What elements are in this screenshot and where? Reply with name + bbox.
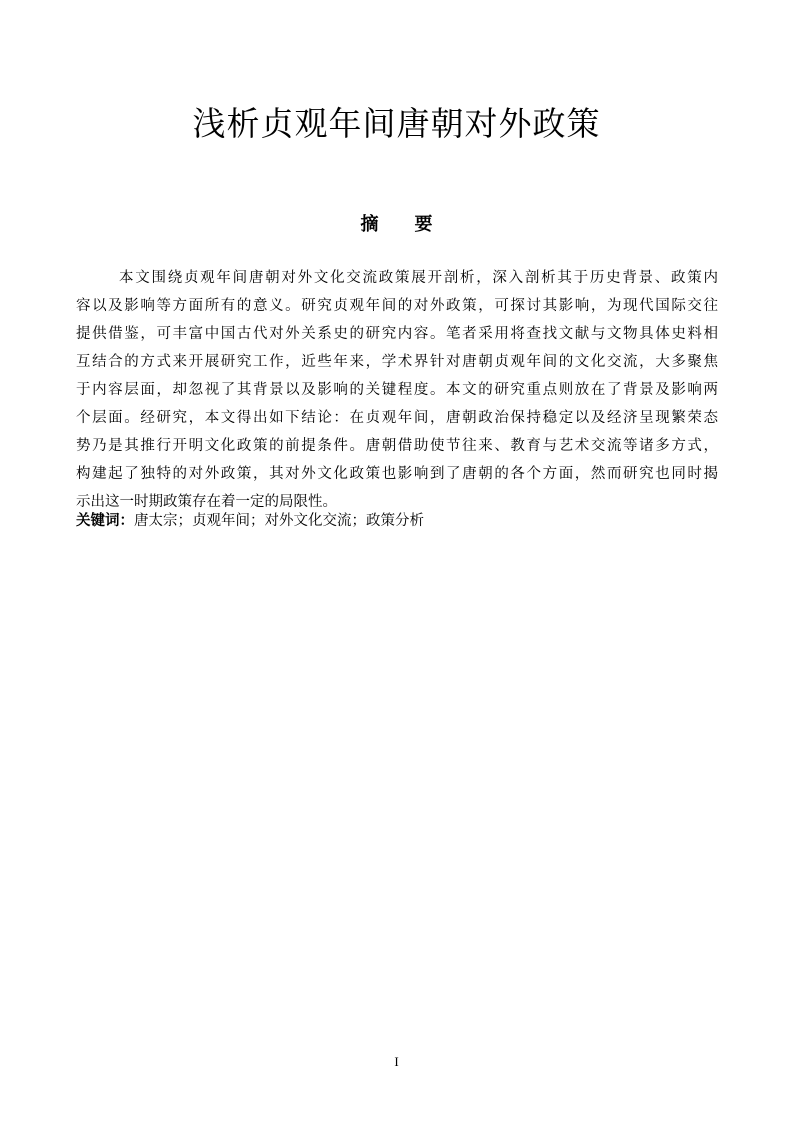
abstract-line: 势乃是其推行开明文化政策的前提条件。唐朝借助使节往来、教育与艺术交流等诸多方式， (76, 438, 718, 454)
abstract-line: 提供借鉴，可丰富中国古代对外关系史的研究内容。笔者采用将查找文献与文物具体史料相 (76, 326, 718, 342)
abstract-line: 构建起了独特的对外政策，其对外文化政策也影响到了唐朝的各个方面，然而研究也同时揭 (76, 466, 718, 482)
abstract-line: 互结合的方式来开展研究工作，近些年来，学术界针对唐朝贞观年间的文化交流，大多聚焦 (76, 354, 718, 370)
abstract-heading: 摘 要 (360, 214, 433, 235)
abstract-line: 容以及影响等方面所有的意义。研究贞观年间的对外政策，可探讨其影响，为现代国际交往 (76, 298, 718, 314)
document-title: 浅析贞观年间唐朝对外政策 (192, 104, 601, 143)
keywords (76, 508, 718, 534)
abstract-line: 个层面。经研究，本文得出如下结论：在贞观年间，唐朝政治保持稳定以及经济呈现繁荣态 (76, 410, 718, 426)
abstract-body (76, 264, 718, 516)
abstract-line: 本文围绕贞观年间唐朝对外文化交流政策展开剖析，深入剖析其于历史背景、政策内 (119, 270, 718, 286)
keywords-label: 关键词： (76, 513, 134, 529)
abstract-line: 示出这一时期政策存在着一定的局限性。 (76, 494, 337, 510)
abstract-line: 于内容层面，却忽视了其背景以及影响的关键程度。本文的研究重点则放在了背景及影响两 (76, 382, 718, 398)
page-number: I (394, 1054, 399, 1069)
keywords-text: 唐太宗；贞观年间；对外文化交流；政策分析 (134, 513, 424, 529)
